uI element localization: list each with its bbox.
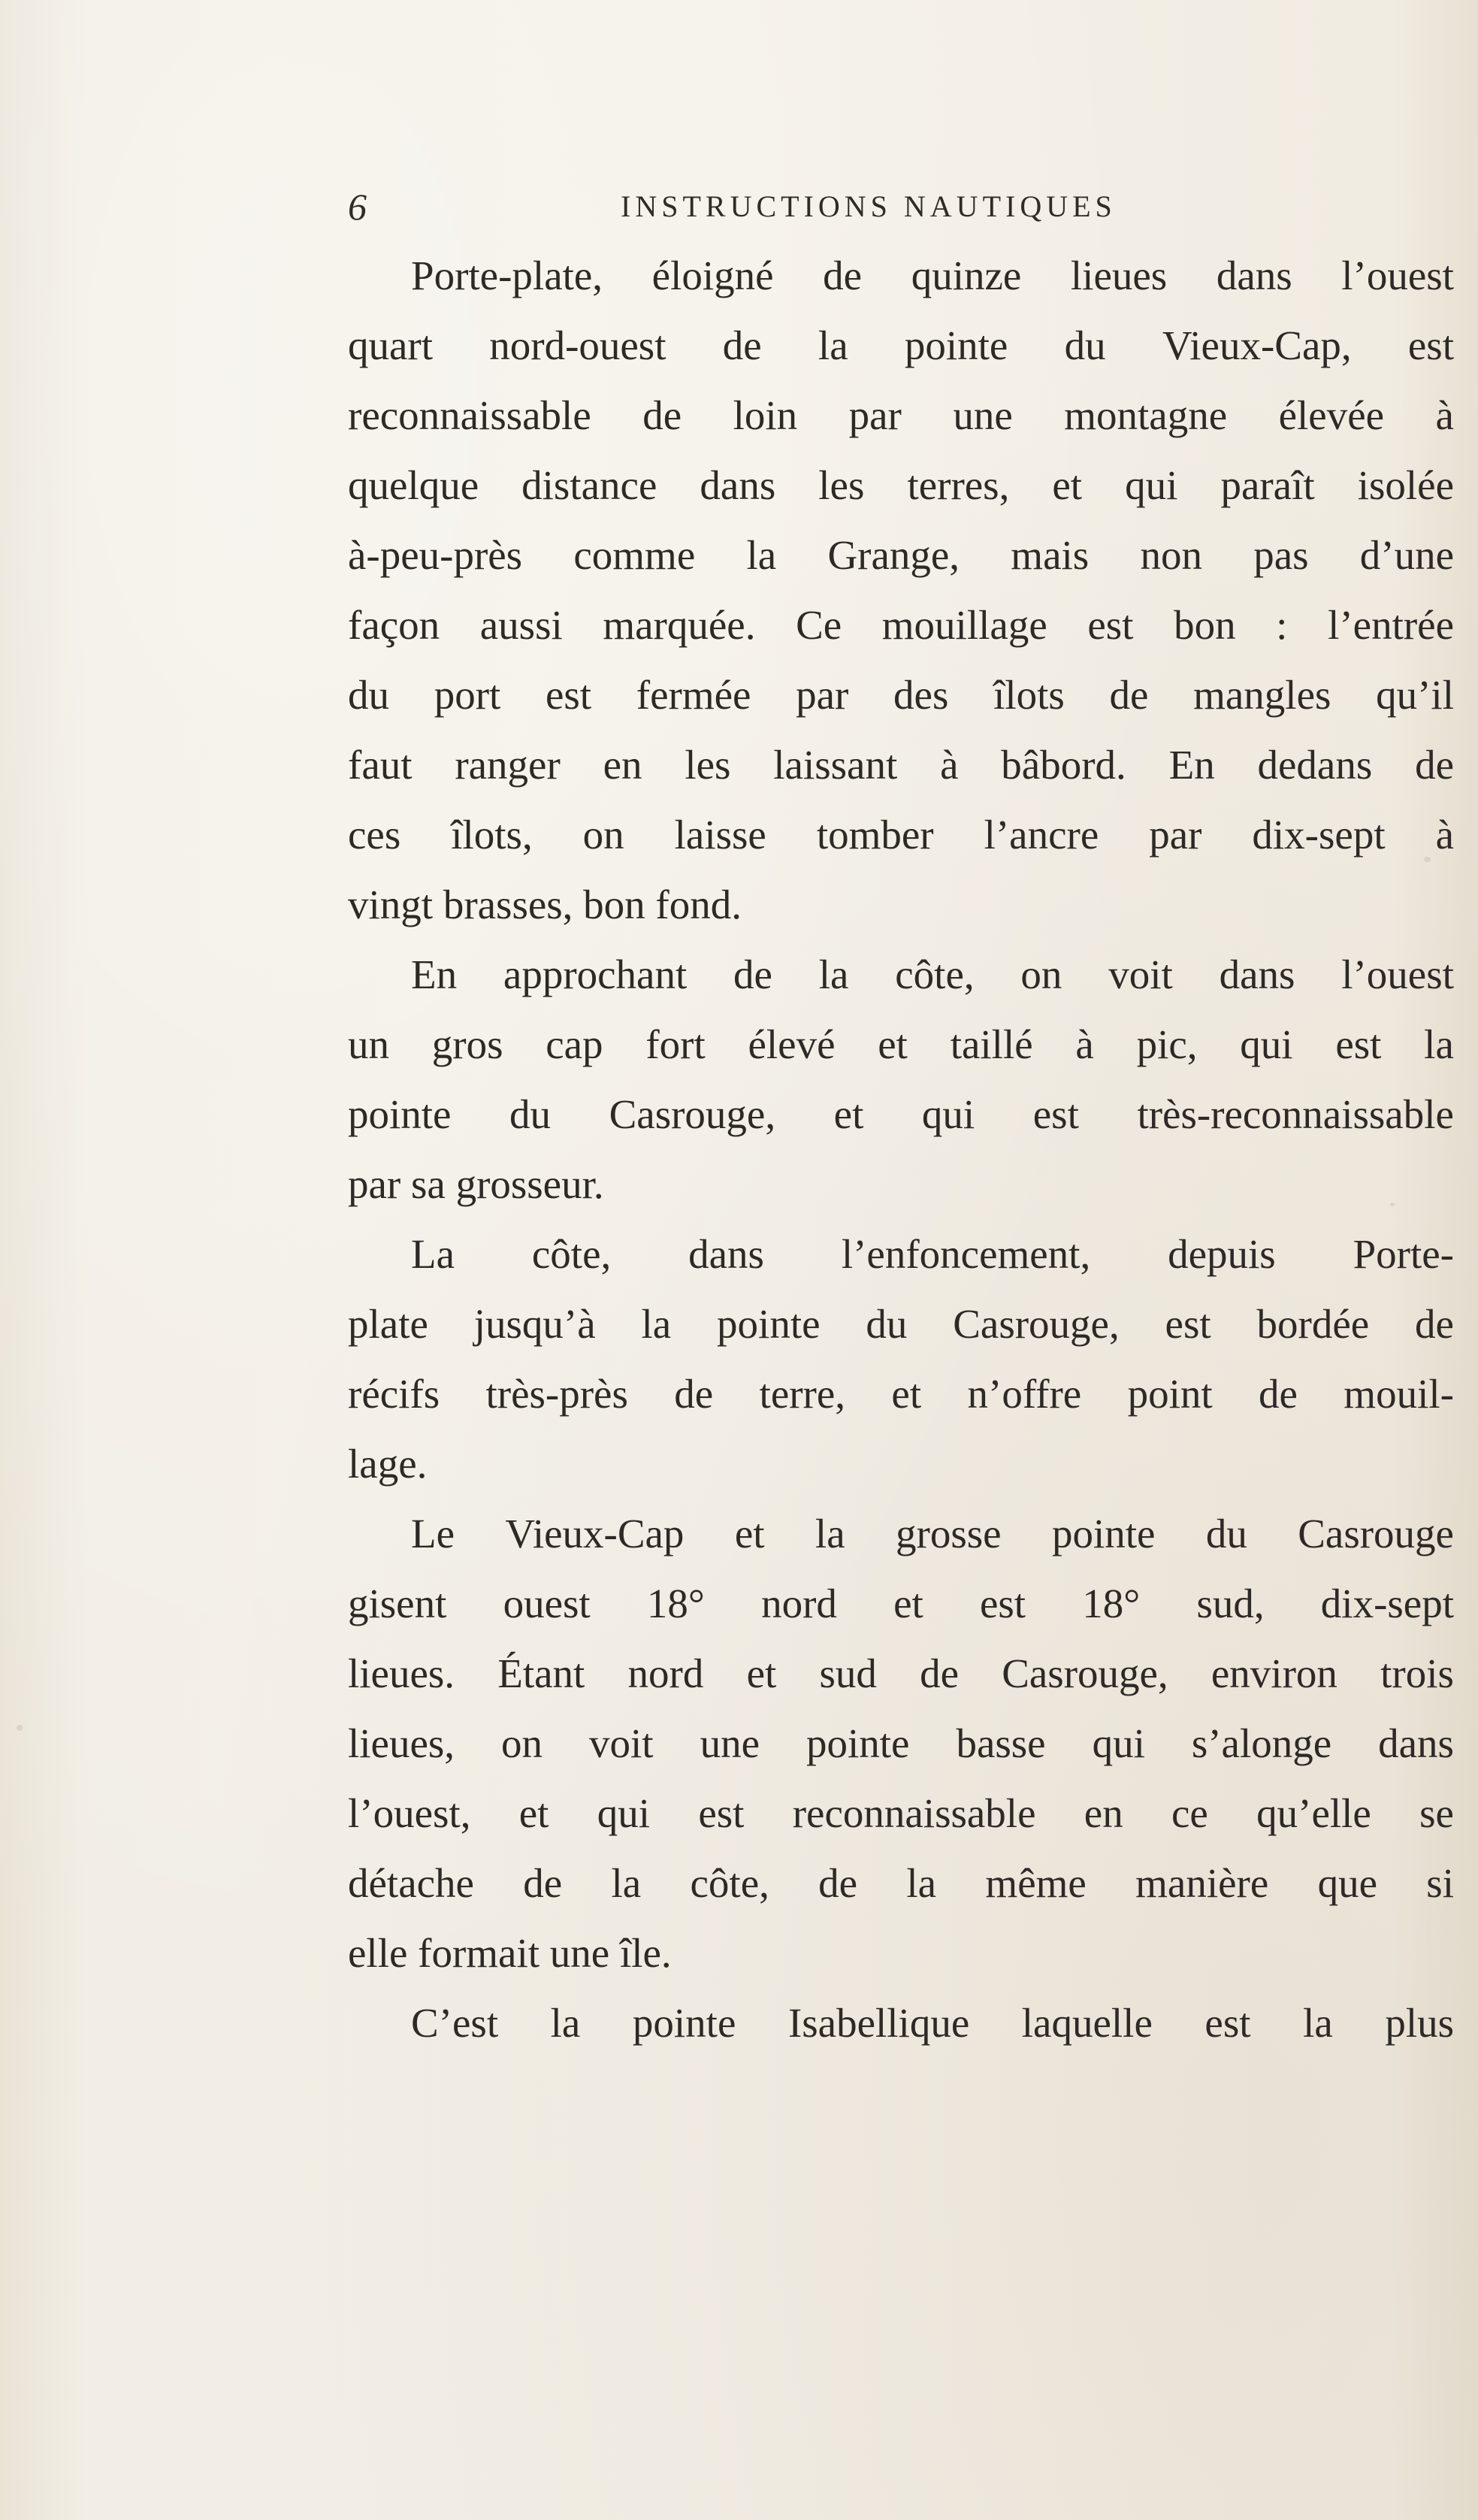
text-line: En approchant de la côte, on voit dans l’ouest <box>411 951 1454 997</box>
text-line: Le Vieux-Cap et la grosse pointe du Casrouge <box>411 1511 1454 1556</box>
text-line: façon aussi marquée. Ce mouillage est bon : l’entrée <box>348 602 1454 648</box>
text-line: par sa grosseur. <box>348 1161 604 1207</box>
text-line: lage. <box>348 1441 428 1487</box>
body-text <box>348 241 1454 2058</box>
text-line: plate jusqu’à la pointe du Casrouge, est bordée de <box>348 1301 1454 1347</box>
text-line: faut ranger en les laissant à bâbord. En dedans de <box>348 742 1454 788</box>
page-number: 6 <box>348 186 367 228</box>
text-line: quart nord-ouest de la pointe du Vieux-Cap, est <box>348 322 1454 368</box>
text-line: elle formait une île. <box>348 1930 672 1976</box>
running-title: INSTRUCTIONS NAUTIQUES <box>621 189 1117 223</box>
text-line: lieues. Étant nord et sud de Casrouge, environ trois <box>348 1650 1454 1696</box>
text-line: récifs très-près de terre, et n’offre point de mouil- <box>348 1371 1454 1417</box>
text-line: reconnaissable de loin par une montagne élevée à <box>348 392 1454 438</box>
text-line: un gros cap fort élevé et taillé à pic, qui est la <box>348 1021 1454 1067</box>
text-line: du port est fermée par des îlots de mangles qu’il <box>348 672 1454 718</box>
running-head <box>348 184 1475 229</box>
text-line: gisent ouest 18° nord et est 18° sud, dix-sept <box>348 1581 1454 1626</box>
text-line: pointe du Casrouge, et qui est très-reconnaissable <box>348 1091 1454 1137</box>
text-line: l’ouest, et qui est reconnaissable en ce qu’elle se <box>348 1790 1454 1836</box>
text-line: à-peu-près comme la Grange, mais non pas d’une <box>348 532 1454 578</box>
text-line: C’est la pointe Isabellique laquelle est la plus <box>411 2000 1454 2046</box>
text-line: La côte, dans l’enfoncement, depuis Porte- <box>411 1231 1454 1277</box>
text-line: lieues, on voit une pointe basse qui s’alonge dans <box>348 1720 1454 1766</box>
foxing-spot <box>17 1725 23 1731</box>
text-line: Porte-plate, éloigné de quinze lieues dans l’ouest <box>411 253 1454 298</box>
text-line: quelque distance dans les terres, et qui paraît isolée <box>348 462 1454 508</box>
text-line: ces îlots, on laisse tomber l’ancre par dix-sept à <box>348 812 1454 858</box>
text-line: vingt brasses, bon fond. <box>348 882 742 927</box>
text-line: détache de la côte, de la même manière que si <box>348 1860 1454 1906</box>
